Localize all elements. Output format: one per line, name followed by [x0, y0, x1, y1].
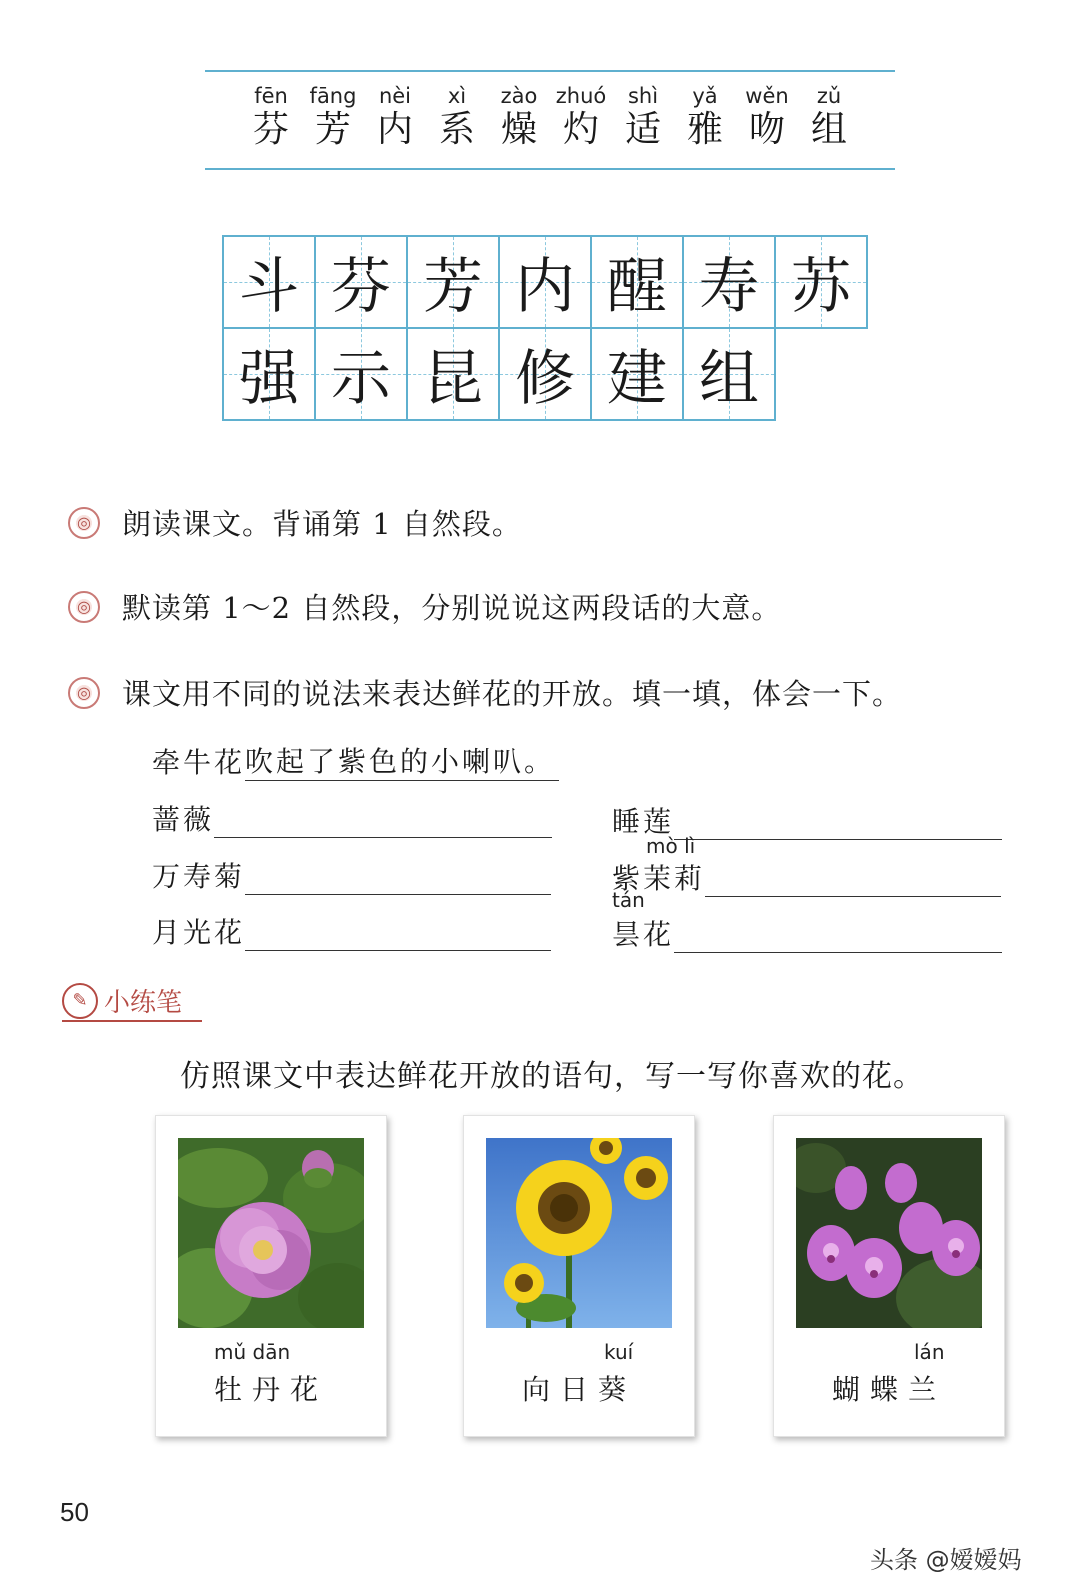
answer-line[interactable]	[214, 809, 552, 838]
flower-label: 昙花	[612, 918, 675, 951]
recognize-bottom-rule	[205, 168, 895, 170]
character: 系	[438, 109, 475, 150]
pinyin: mò lì	[646, 834, 696, 858]
card-name: 向日葵	[521, 1373, 636, 1406]
grid-row	[222, 235, 866, 327]
exercise-text: 默读第 1～2 自然段，分别说说这两段话的大意。	[122, 591, 782, 625]
grid-cell	[774, 235, 868, 329]
flower-card	[463, 1115, 695, 1437]
answer-line[interactable]	[705, 868, 1001, 897]
grid-cell	[406, 235, 500, 329]
grid-cell	[682, 327, 776, 421]
character: 芳	[314, 109, 351, 150]
recognize-top-rule	[205, 70, 895, 72]
fill-row	[612, 913, 1002, 953]
pinyin: fāng	[309, 84, 357, 108]
answer-line[interactable]	[674, 811, 1002, 840]
card-name: 蝴蝶兰	[831, 1373, 946, 1406]
pinyin: shì	[627, 84, 659, 108]
flower-card	[155, 1115, 387, 1437]
grid-character: 组	[699, 344, 759, 414]
example-answer: 吹起了紫色的小喇叭。	[245, 740, 559, 781]
sunflower-photo	[486, 1138, 672, 1328]
grid-character: 芬	[331, 252, 391, 322]
grid-row	[222, 327, 866, 419]
grid-character: 昆	[423, 344, 483, 414]
character: 燥	[500, 109, 537, 150]
answer-line[interactable]	[245, 922, 551, 951]
flower-label: 万寿菊	[152, 860, 246, 893]
grid-cell	[682, 235, 776, 329]
character: 吻	[748, 109, 785, 150]
recognize-word	[798, 82, 860, 150]
character: 灼	[562, 109, 599, 150]
recognize-word	[364, 82, 426, 150]
fill-row	[152, 798, 552, 838]
example-label: 牵牛花	[152, 746, 246, 779]
practice-title: 小练笔	[104, 988, 183, 1018]
practice-underline	[62, 1020, 202, 1022]
pinyin: fēn	[254, 84, 288, 108]
exercise-text: 课文用不同的说法来表达鲜花的开放。填一填，体会一下。	[122, 677, 903, 711]
grid-cell	[314, 235, 408, 329]
practice-header	[62, 982, 182, 1019]
recognize-word	[240, 82, 302, 150]
pinyin: nèi	[378, 84, 412, 108]
card-pinyin: mǔ dān	[214, 1340, 291, 1364]
card-pinyin: lán	[914, 1340, 945, 1364]
flower-label: 睡莲	[612, 805, 675, 838]
recognize-word	[302, 82, 364, 150]
card-pinyin: kuí	[604, 1340, 634, 1364]
page-number: 50	[60, 1497, 89, 1527]
exercise-item	[68, 502, 522, 543]
fill-example	[152, 740, 559, 781]
recognize-words	[240, 82, 860, 150]
grid-cell	[590, 327, 684, 421]
flower-label: 紫茉莉	[612, 862, 706, 895]
pinyin: xì	[447, 84, 467, 108]
peony-photo	[178, 1138, 364, 1328]
pinyin: wěn	[745, 84, 789, 108]
character: 芬	[252, 109, 289, 150]
watermark: 头条 @嫒嫒妈	[870, 1546, 1022, 1574]
character: 内	[376, 109, 413, 150]
grid-cell	[406, 327, 500, 421]
grid-cell	[222, 327, 316, 421]
grid-character: 内	[515, 252, 575, 322]
pinyin: zǔ	[816, 84, 842, 108]
grid-character: 强	[239, 344, 299, 414]
fill-row	[152, 855, 551, 895]
orchid-photo	[796, 1138, 982, 1328]
pinyin: tán	[612, 888, 645, 912]
fill-row	[152, 911, 551, 951]
exercise-text: 朗读课文。背诵第 1 自然段。	[122, 507, 522, 541]
practice-instruction: 仿照课文中表达鲜花开放的语句，写一写你喜欢的花。	[180, 1059, 924, 1094]
grid-character: 芳	[423, 252, 483, 322]
flower-card	[773, 1115, 1005, 1437]
grid-character: 修	[515, 344, 575, 414]
card-name: 牡丹花	[213, 1373, 328, 1406]
recognize-word	[488, 82, 550, 150]
grid-cell	[314, 327, 408, 421]
exercise-item	[68, 586, 781, 627]
flower-label: 蔷薇	[152, 803, 215, 836]
pen-icon: ✎	[62, 983, 98, 1019]
spiral-bullet-icon: ◎	[68, 591, 100, 623]
fill-row	[612, 857, 1001, 897]
grid-character: 斗	[239, 252, 299, 322]
character: 雅	[686, 109, 723, 150]
spiral-bullet-icon: ◎	[68, 507, 100, 539]
recognize-word	[426, 82, 488, 150]
exercise-item	[68, 672, 902, 713]
pinyin: zhuó	[555, 84, 607, 108]
flower-label: 月光花	[152, 916, 246, 949]
character: 适	[624, 109, 661, 150]
grid-cell	[590, 235, 684, 329]
recognize-word	[736, 82, 798, 150]
recognize-word	[550, 82, 612, 150]
recognize-word	[674, 82, 736, 150]
pinyin: yǎ	[692, 84, 718, 108]
grid-cell	[222, 235, 316, 329]
recognize-word	[612, 82, 674, 150]
pinyin: zào	[500, 84, 538, 108]
grid-character: 示	[331, 344, 391, 414]
grid-character: 寿	[699, 252, 759, 322]
grid-cell	[498, 235, 592, 329]
grid-character: 醒	[607, 252, 667, 322]
grid-character: 建	[607, 344, 667, 414]
answer-line[interactable]	[674, 924, 1002, 953]
writing-grid	[222, 235, 866, 419]
grid-character: 苏	[791, 252, 851, 322]
character: 组	[810, 109, 847, 150]
answer-line[interactable]	[245, 866, 551, 895]
spiral-bullet-icon: ◎	[68, 677, 100, 709]
grid-cell	[498, 327, 592, 421]
